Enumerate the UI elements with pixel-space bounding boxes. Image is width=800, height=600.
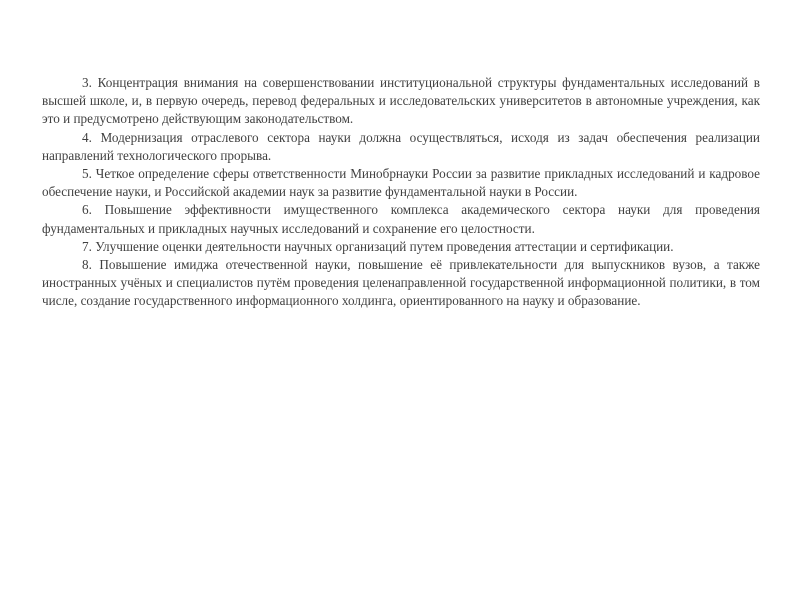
paragraph-item-3: 3. Концентрация внимания на совершенствовании институциональной структуры фундаментальных исследований в высшей школе, и, в первую очередь, перевод федеральных и исследовательских университетов в автономные учреждения, как это и предусмотрено действующим законодательством. [42, 75, 760, 127]
paragraph-item-7: 7. Улучшение оценки деятельности научных организаций путем проведения аттестации и сертификации. [82, 238, 674, 254]
paragraph-item-5: 5. Четкое определение сферы ответственности Минобрнауки России за развитие прикладных исследований и кадровое обеспечение науки, и Российской академии наук за развитие фундаментальной науки в России. [42, 166, 760, 200]
paragraph-item-8: 8. Повышение имиджа отечественной науки, повышение её привлекательности для выпускников вузов, а также иностранных учёных и специалистов путём проведения целенаправленной государственной информационной политики, в том числе, создание государственного информационного холдинга, ориентированного на науку и образование. [42, 257, 760, 309]
paragraph-item-6: 6. Повышение эффективности имущественного комплекса академического сектора науки для проведения фундаментальных и прикладных научных исследований и сохранение его целостности. [42, 202, 760, 236]
body-text [42, 74, 760, 311]
paragraph-item-4: 4. Модернизация отраслевого сектора науки должна осуществляться, исходя из задач обеспечения реализации направлений технологического прорыва. [42, 129, 760, 163]
